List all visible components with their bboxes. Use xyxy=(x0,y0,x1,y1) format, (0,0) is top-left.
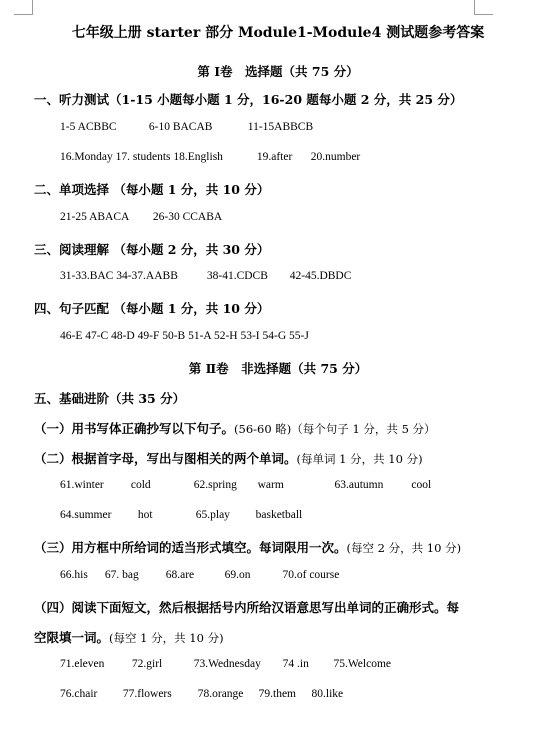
page-corner-mark-left xyxy=(14,0,33,15)
subsection-2-heading xyxy=(34,449,423,467)
listening-answers-row-2 xyxy=(60,151,360,163)
subsection-3-answers xyxy=(60,569,339,581)
subsection-1-score-note: (56-60 略)（每个句子 1 分，共 5 分） xyxy=(234,422,436,436)
answer-word: 79.them xyxy=(258,688,296,700)
answer-word: 76.chair xyxy=(60,688,98,700)
answer-word: 75.Welcome xyxy=(333,658,392,670)
sentence-match-answers: 46-E 47-C 48-D 49-F 50-B 51-A 52-H 53-I 54-G 55-J xyxy=(60,330,309,342)
answer-word: 61.winter xyxy=(60,479,104,491)
answer-word: 74 .in xyxy=(282,658,309,670)
subsection-2-instruction: （二）根据首字母，写出与图相关的两个单词。 xyxy=(34,451,297,466)
subsection-1-instruction: （一）用书写体正确抄写以下句子。 xyxy=(34,421,235,436)
subsection-3-heading xyxy=(34,538,461,556)
answer-word: 65.play xyxy=(195,509,230,521)
answer-word: cool xyxy=(411,479,432,491)
answer-group: 31-33.BAC 34-37.AABB xyxy=(60,270,178,282)
section-sentence-match-heading: 四、句子匹配 （每小题 1 分，共 10 分） xyxy=(34,301,270,316)
answer-word: 72.girl xyxy=(131,658,163,670)
subsection-1-heading xyxy=(34,419,436,437)
answer-group: 21-25 ABACA xyxy=(60,211,130,223)
section-reading-heading: 三、阅读理解 （每小题 2 分，共 30 分） xyxy=(34,242,270,257)
part-two-heading: 第 Ⅱ卷 非选择题（共 75 分） xyxy=(188,361,368,376)
subsection-2-score-note: (每单词 1 分，共 10 分) xyxy=(296,452,423,466)
answer-word: 71.eleven xyxy=(60,658,105,670)
answer-group: 20.number xyxy=(310,151,361,163)
part-one-heading: 第 Ⅰ卷 选择题（共 75 分） xyxy=(197,64,359,79)
section-listening-heading: 一、听力测试（1-15 小题每小题 1 分，16-20 题每小题 2 分，共 25 分） xyxy=(34,92,463,107)
subsection-3-score-note: (每空 2 分，共 10 分) xyxy=(346,541,462,555)
answer-word: 80.like xyxy=(311,688,344,700)
answer-word: 77.flowers xyxy=(122,688,172,700)
subsection-2-answers-row-1 xyxy=(60,479,431,491)
answer-group: 42-45.DBDC xyxy=(289,270,352,282)
answer-group: 16.Monday 17. students 18.English xyxy=(60,151,223,163)
answer-group: 1-5 ACBBC xyxy=(60,121,117,133)
answer-word: 62.spring xyxy=(193,479,237,491)
answer-word: 69.on xyxy=(224,569,251,581)
subsection-4-instruction-end: 空限填一词。 xyxy=(34,630,110,645)
section-basics-heading: 五、基础进阶（共 35 分） xyxy=(34,391,186,406)
document-title: 七年级上册 starter 部分 Module1-Module4 测试题参考答案 xyxy=(71,25,485,41)
listening-answers-row-1 xyxy=(60,121,313,133)
subsection-4-answers-row-2 xyxy=(60,688,343,700)
answer-word: 70.of course xyxy=(282,569,340,581)
answer-group: 11-15ABBCB xyxy=(247,121,314,133)
single-choice-answers xyxy=(60,211,222,223)
answer-word: basketball xyxy=(255,509,303,521)
answer-word: 67. bag xyxy=(104,569,139,581)
answer-word: 66.his xyxy=(60,569,88,581)
answer-word: 73.Wednesday xyxy=(193,658,261,670)
page-corner-mark-right xyxy=(474,0,493,15)
answer-word: cold xyxy=(130,479,151,491)
subsection-4-answers-row-1 xyxy=(60,658,391,670)
subsection-3-instruction: （三）用方框中所给词的适当形式填空。每词限用一次。 xyxy=(34,540,347,555)
subsection-4-heading-line-1: （四）阅读下面短文，然后根据括号内所给汉语意思写出单词的正确形式。每 xyxy=(34,600,460,615)
answer-group: 38-41.CDCB xyxy=(206,270,268,282)
answer-word: 68.are xyxy=(165,569,195,581)
answer-word: 63.autumn xyxy=(334,479,384,491)
subsection-4-score-note: (每空 1 分，共 10 分) xyxy=(109,631,224,645)
answer-group: 19.after xyxy=(256,151,293,163)
answer-group: 6-10 BACAB xyxy=(148,121,213,133)
answer-word: 78.orange xyxy=(197,688,244,700)
answer-word: hot xyxy=(137,509,153,521)
answer-word: 64.summer xyxy=(60,509,112,521)
answer-group: 26-30 CCABA xyxy=(152,211,223,223)
section-single-choice-heading: 二、单项选择 （每小题 1 分，共 10 分） xyxy=(34,182,270,197)
answer-word: warm xyxy=(257,479,284,491)
subsection-2-answers-row-2 xyxy=(60,509,302,521)
reading-answers xyxy=(60,270,351,282)
subsection-4-heading-line-2 xyxy=(34,628,224,646)
